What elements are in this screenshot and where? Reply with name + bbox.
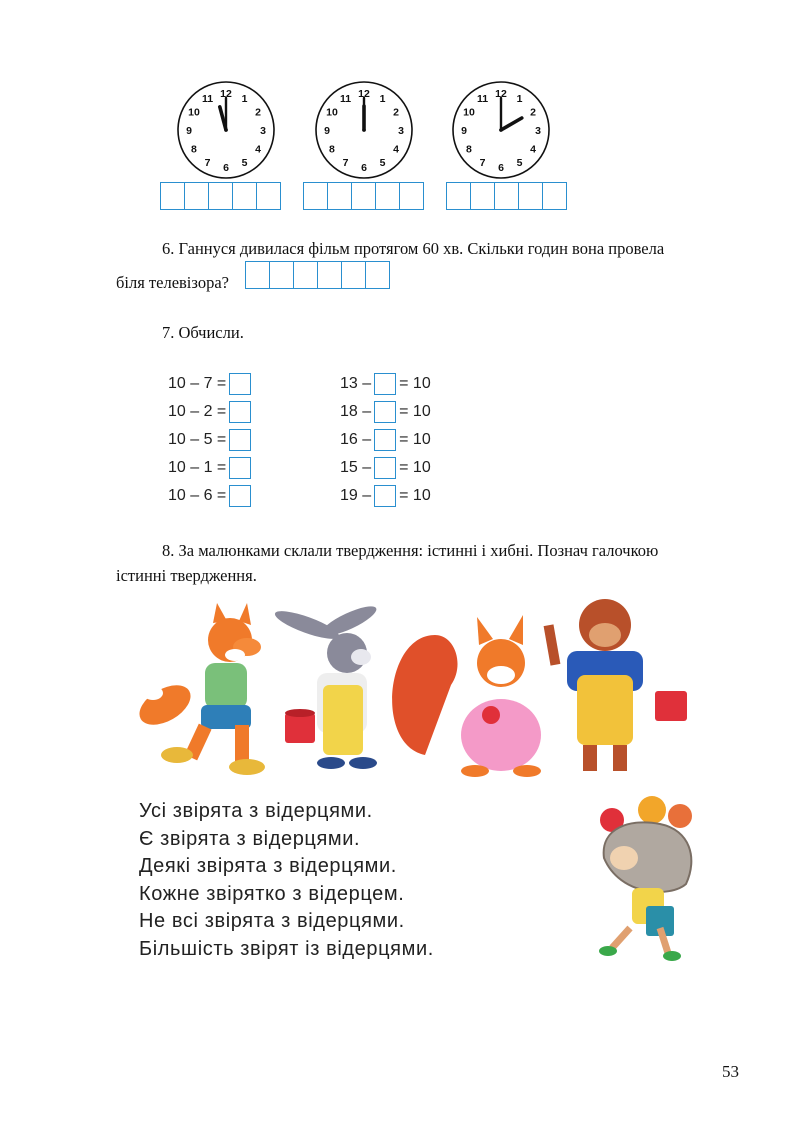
- clock-number: 1: [241, 92, 248, 105]
- equation-text: 10 – 6 =: [168, 487, 227, 504]
- equation-text: 19 –: [340, 487, 372, 504]
- clock-number: 4: [393, 143, 399, 156]
- equation-right: [340, 428, 431, 452]
- equation-text: 13 –: [340, 375, 372, 392]
- equation-text: 16 –: [340, 431, 372, 448]
- clock-number: 7: [342, 157, 349, 170]
- task8-line1: 8. За малюнками склали твердження: істинні і хибні. Познач галочкою: [162, 541, 659, 560]
- clock-number: 6: [498, 162, 504, 174]
- monkey-figure: [544, 599, 687, 771]
- clock-number: 12: [358, 88, 370, 100]
- clock-1: [174, 78, 278, 182]
- equation-right: [340, 456, 431, 480]
- clock-number: 5: [379, 157, 386, 170]
- clock-number: 7: [479, 157, 486, 170]
- clock-number: 8: [191, 143, 197, 156]
- answer-boxes-clock-1[interactable]: [160, 182, 281, 210]
- equation-text: 10 – 1 =: [168, 459, 227, 476]
- task6-answer-boxes[interactable]: [245, 261, 390, 289]
- equation-left: [168, 456, 254, 480]
- statement[interactable]: Не всі звірята з відерцями.: [139, 910, 405, 932]
- answer-box[interactable]: [374, 429, 396, 451]
- hedgehog-illustration: [590, 788, 705, 968]
- clock-number: 4: [530, 143, 536, 156]
- fox-figure: [135, 603, 265, 775]
- equation-result: = 10: [399, 459, 431, 476]
- equation-text: 10 – 2 =: [168, 403, 227, 420]
- clock-number: 9: [461, 125, 467, 137]
- clock-number: 8: [466, 143, 472, 156]
- clock-number: 11: [476, 92, 489, 105]
- clock-number: 3: [535, 125, 541, 137]
- answer-box[interactable]: [374, 401, 396, 423]
- equation-text: 15 –: [340, 459, 372, 476]
- statement[interactable]: Більшість звірят із відерцями.: [139, 937, 434, 960]
- clock-number: 8: [329, 143, 335, 156]
- answer-box[interactable]: [374, 373, 396, 395]
- answer-boxes-clock-3[interactable]: [446, 182, 567, 210]
- task7-title: 7. Обчисли.: [162, 323, 244, 342]
- animals-illustration: [135, 595, 695, 785]
- equation-text: 10 – 7 =: [168, 375, 227, 392]
- clock-number: 3: [398, 125, 404, 137]
- clock-number: 3: [260, 125, 266, 137]
- task8-line2: істинні твердження.: [116, 566, 257, 585]
- clock-number: 6: [361, 162, 367, 174]
- statement[interactable]: Кожне звірятко з відерцем.: [139, 882, 405, 905]
- equation-right: [340, 372, 431, 396]
- statement[interactable]: Деякі звірята з відерцями.: [139, 855, 397, 877]
- equation-left: [168, 372, 254, 396]
- equation-result: = 10: [399, 403, 431, 420]
- clock-number: 2: [393, 106, 399, 119]
- answer-box[interactable]: [374, 457, 396, 479]
- task6-line1: 6. Ганнуся дивилася фільм протягом 60 хв. Скільки годин вона провела: [162, 239, 665, 258]
- equation-text: 10 – 5 =: [168, 431, 227, 448]
- answer-box[interactable]: [229, 429, 251, 451]
- equation-result: = 10: [399, 487, 431, 504]
- clock-number: 11: [339, 92, 352, 105]
- clock-number: 4: [255, 143, 261, 156]
- clock-number: 12: [495, 88, 507, 100]
- page-number: 53: [722, 1062, 739, 1081]
- answer-box[interactable]: [229, 485, 251, 507]
- clock-number: 5: [241, 157, 248, 170]
- equation-right: [340, 400, 431, 424]
- clock-number: 6: [223, 162, 229, 174]
- clock-number: 10: [326, 106, 338, 119]
- clock-3: [449, 78, 553, 182]
- equation-text: 18 –: [340, 403, 372, 420]
- clock-number: 1: [516, 92, 523, 105]
- clock-number: 10: [188, 106, 200, 119]
- clock-number: 2: [530, 106, 536, 119]
- clock-number: 12: [220, 88, 232, 100]
- equation-result: = 10: [399, 375, 431, 392]
- answer-box[interactable]: [229, 457, 251, 479]
- equation-left: [168, 484, 254, 508]
- clock-number: 9: [324, 125, 330, 137]
- clock-number: 7: [204, 157, 211, 170]
- rabbit-figure: [272, 601, 379, 769]
- clock-number: 1: [379, 92, 386, 105]
- task6-line2: біля телевізора?: [116, 273, 229, 292]
- equation-left: [168, 428, 254, 452]
- answer-box[interactable]: [374, 485, 396, 507]
- equation-left: [168, 400, 254, 424]
- statement[interactable]: Усі звірята з відерцями.: [139, 800, 373, 822]
- equation-right: [340, 484, 431, 508]
- equation-result: = 10: [399, 431, 431, 448]
- clock-number: 11: [201, 92, 214, 105]
- clock-2: [312, 78, 416, 182]
- clock-number: 10: [463, 106, 475, 119]
- answer-boxes-clock-2[interactable]: [303, 182, 424, 210]
- clock-number: 5: [516, 157, 523, 170]
- clock-number: 9: [186, 125, 192, 137]
- clock-number: 2: [255, 106, 261, 119]
- answer-box[interactable]: [229, 373, 251, 395]
- statement[interactable]: Є звірята з відерцями.: [139, 827, 361, 850]
- answer-box[interactable]: [229, 401, 251, 423]
- squirrel-figure: [392, 615, 541, 777]
